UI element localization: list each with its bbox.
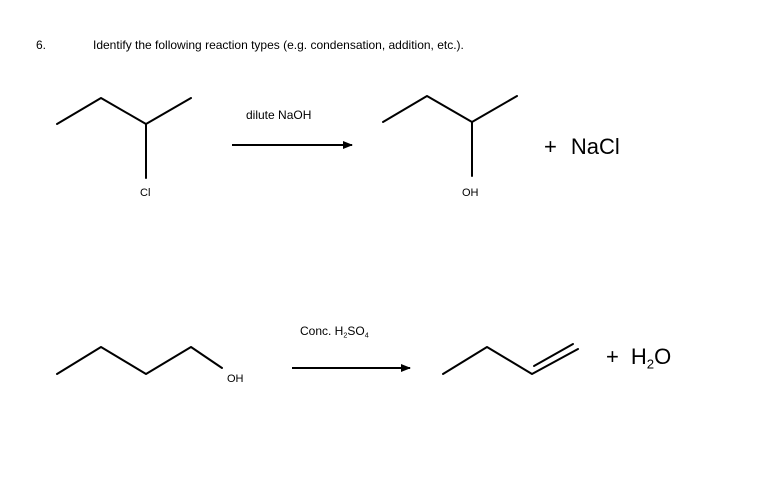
product-2-structure xyxy=(443,344,578,374)
question-number: 6. xyxy=(36,38,47,52)
byproduct-2 xyxy=(606,344,671,372)
plus-sign: + xyxy=(606,344,619,369)
byproduct-2-formula: $H_2O$ xyxy=(630,344,672,372)
reactant-1-chlorine-label: Cl xyxy=(140,187,151,199)
reactant-2-hydroxyl-label: OH xyxy=(227,373,244,385)
reactant-2-structure xyxy=(57,347,222,374)
question-text: Identify the following reaction types (e.g. condensation, addition, etc.). xyxy=(93,38,464,52)
reactant-1-structure xyxy=(57,98,191,178)
reaction-1-reagent: dilute NaOH xyxy=(246,108,312,122)
plus-sign: + xyxy=(544,134,557,159)
byproduct-1-formula: NaCl xyxy=(570,134,620,159)
product-1-hydroxyl-label: OH xyxy=(462,187,479,199)
product-1-structure xyxy=(383,96,517,176)
reaction-2-reagent: Conc. $H_2SO_4$ xyxy=(300,324,369,340)
byproduct-1 xyxy=(544,134,620,160)
